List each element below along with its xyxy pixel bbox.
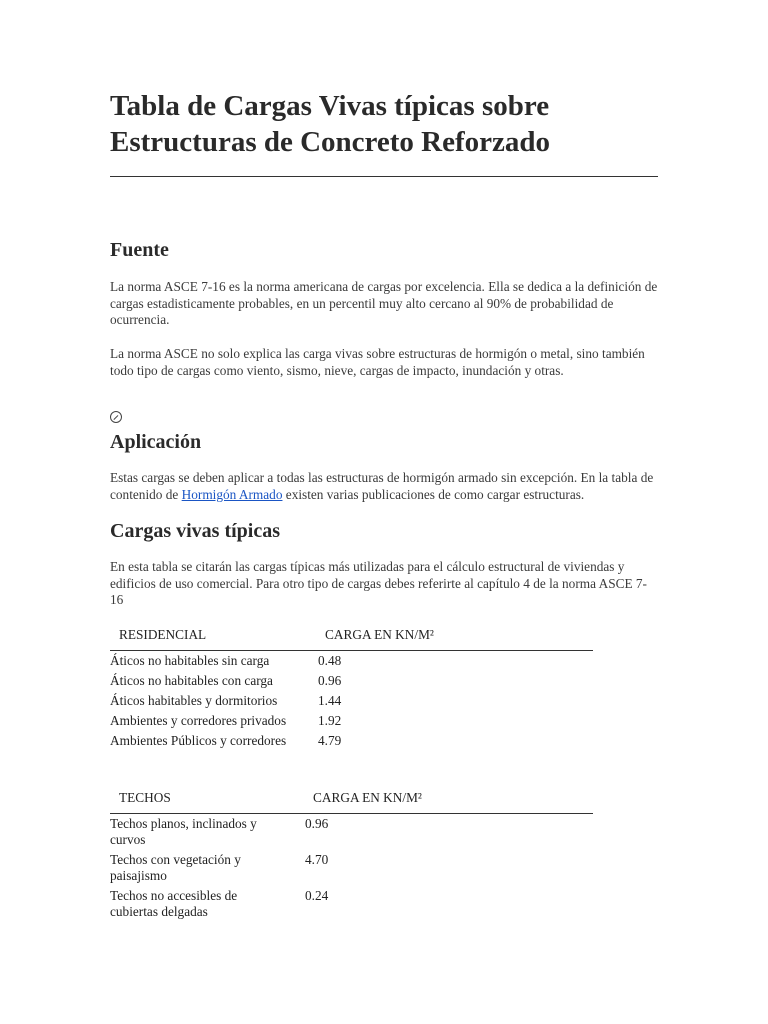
table-row: [110, 671, 593, 691]
table-row: [110, 852, 593, 888]
cell-value: 0.48: [318, 653, 342, 668]
table-row: [110, 691, 593, 711]
heading-cargas-vivas: Cargas vivas típicas: [110, 520, 280, 542]
cell-value: 0.96: [305, 816, 329, 831]
hormigon-armado-link[interactable]: Hormigón Armado: [181, 486, 283, 502]
cell-item: Áticos no habitables con carga: [110, 673, 273, 688]
table-row: [110, 651, 593, 672]
column-header: CARGA EN KN/M²: [325, 627, 434, 642]
column-header: RESIDENCIAL: [119, 627, 207, 642]
cell-value: 4.79: [318, 733, 342, 748]
table-techos: [110, 783, 593, 924]
cell-item: Techos planos, inclinados y curvos: [110, 816, 257, 847]
table-row: [110, 711, 593, 731]
aplicacion-text-before: Estas cargas se deben aplicar a todas las estructuras de hormigón armado sin excepción. En la tabla de contenido de: [110, 470, 654, 502]
cell-value: 0.96: [318, 673, 342, 688]
aplicacion-paragraph: [110, 470, 658, 503]
fuente-paragraph-2: La norma ASCE no solo explica las carga vivas sobre estructuras de hormigón o metal, sino también todo tipo de cargas como viento, sismo, nieve, cargas de impacto, inundación y otras.: [110, 346, 645, 378]
table-row: [110, 888, 593, 924]
table-row: [110, 731, 593, 751]
page-title: Tabla de Cargas Vivas típicas sobre Estructuras de Concreto Reforzado: [110, 90, 551, 158]
table-residencial: [110, 620, 593, 751]
cargas-paragraph: En esta tabla se citarán las cargas típicas más utilizadas para el cálculo estructural de viviendas y edificios de uso comercial. Para otro tipo de cargas debes referirte al capítulo 4 de la norma ASCE 7-16: [110, 559, 647, 607]
cell-value: 0.24: [305, 888, 329, 903]
table-header-row: [110, 620, 593, 651]
column-header: TECHOS: [119, 790, 171, 805]
cell-item: Áticos habitables y dormitorios: [110, 693, 278, 708]
cell-item: Áticos no habitables sin carga: [110, 653, 270, 668]
cell-item: Ambientes y corredores privados: [110, 713, 287, 728]
link-icon[interactable]: [110, 411, 122, 423]
cell-item: Techos no accesibles de cubiertas delgadas: [110, 888, 238, 919]
cell-value: 1.44: [318, 693, 342, 708]
aplicacion-text-after: existen varias publicaciones de como cargar estructuras.: [282, 486, 585, 502]
title-divider: [110, 176, 658, 177]
heading-aplicacion: Aplicación: [110, 431, 202, 453]
table-header-row: [110, 783, 593, 814]
cell-item: Techos con vegetación y paisajismo: [110, 852, 241, 883]
cell-value: 1.92: [318, 713, 342, 728]
fuente-paragraph-1: La norma ASCE 7-16 es la norma americana de cargas por excelencia. Ella se dedica a la definición de cargas estadisticamente probables, en un percentil muy alto cercano al 90% de probabilidad de ocurrencia.: [110, 279, 658, 327]
heading-fuente: Fuente: [110, 239, 169, 261]
table-row: [110, 814, 593, 853]
cell-value: 4.70: [305, 852, 329, 867]
column-header: CARGA EN KN/M²: [313, 790, 422, 805]
cell-item: Ambientes Públicos y corredores: [110, 733, 287, 748]
